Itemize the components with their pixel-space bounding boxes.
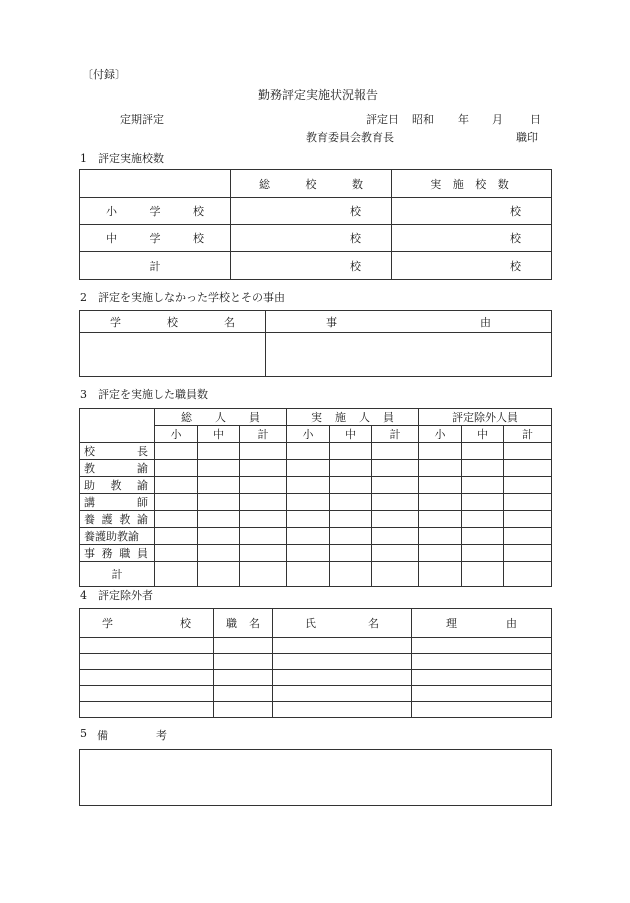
header-regular-evaluation: 定期評定 [120, 113, 164, 126]
s3-sub-elem-3: 小 [419, 426, 462, 443]
s1-row1-label-3: 校 [193, 205, 204, 218]
s1-corner [80, 170, 231, 198]
s1-col-total-3: 数 [352, 177, 363, 191]
s1-row2-label-3: 校 [193, 232, 204, 245]
section1-table [79, 169, 552, 280]
section3-heading: 3 評定を実施した職員数 [80, 388, 208, 401]
appendix-label: 〔付録〕 [82, 68, 126, 81]
s4-col-name-1: 氏 [305, 617, 316, 630]
s1-col-total-1: 総 [259, 177, 270, 191]
section3-table [79, 408, 552, 587]
s3-row7-l4: 員 [136, 547, 148, 560]
s3-row3-l3: 諭 [137, 479, 148, 492]
s2-reason-cell[interactable] [266, 333, 552, 377]
s3-row7-l1: 事 [84, 547, 95, 560]
s2-col-school-3: 名 [224, 315, 235, 329]
s2-col-reason-1: 事 [326, 315, 337, 329]
s3-sub-mid-3: 中 [462, 426, 504, 443]
s3-group1-2: 人 [215, 411, 227, 424]
s3-group2-4: 員 [383, 411, 395, 424]
header-date-label: 評定日 [366, 113, 399, 126]
s3-row2-l1: 教 [84, 462, 95, 475]
s3-row2-l2: 諭 [137, 462, 148, 475]
s1-row2-total[interactable]: 校 [231, 225, 392, 252]
s3-row3-l2: 教 [110, 479, 122, 492]
s3-row-total [80, 562, 552, 587]
remarks-box[interactable] [79, 749, 552, 806]
s3-row4-l1: 講 [84, 496, 95, 509]
s4-row [80, 702, 552, 718]
section1-heading: 1 評定実施校数 [80, 152, 164, 165]
s1-row1-label-2: 学 [149, 205, 161, 218]
section4-heading: 4 評定除外者 [80, 589, 153, 602]
section4-table [79, 608, 552, 718]
s3-row5-l3: 教 [119, 513, 131, 526]
s3-sub-elem-1: 小 [155, 426, 198, 443]
s3-row3-l1: 助 [84, 479, 95, 492]
s4-col-reason-1: 理 [446, 617, 457, 630]
s3-row5-l1: 養 [84, 513, 95, 526]
s4-col-school-1: 学 [102, 617, 113, 630]
s3-sub-total-2: 計 [372, 426, 419, 443]
s3-sub-total-1: 計 [240, 426, 287, 443]
s3-row7-l2: 務 [101, 547, 113, 560]
section2-table [79, 310, 552, 377]
s1-row1-impl[interactable]: 校 [392, 198, 552, 225]
s3-group3: 評定除外人員 [419, 409, 552, 426]
s4-col-reason-2: 由 [506, 617, 517, 630]
s4-col-school-2: 校 [180, 617, 191, 630]
s3-row-lecturer [80, 494, 552, 511]
s3-row8-label: 計 [80, 562, 155, 587]
s3-group2-2: 施 [335, 411, 347, 424]
s1-row3-label: 計 [80, 252, 231, 280]
header-seal: 職印 [516, 131, 538, 144]
s1-row3-impl[interactable]: 校 [392, 252, 552, 280]
s4-row [80, 670, 552, 686]
s3-row-clerical [80, 545, 552, 562]
s3-row-principal [80, 443, 552, 460]
s3-group2-1: 実 [311, 411, 323, 424]
s1-row1-total[interactable]: 校 [231, 198, 392, 225]
s2-col-reason-2: 由 [480, 315, 491, 329]
s2-col-school-2: 校 [167, 315, 178, 329]
s2-col-school-1: 学 [110, 315, 121, 329]
s3-row7-l3: 職 [119, 547, 131, 560]
s1-col-total-2: 校 [305, 177, 317, 191]
s4-row [80, 654, 552, 670]
s3-row4-l2: 師 [137, 496, 148, 509]
s1-row2-label-2: 学 [149, 232, 161, 245]
s4-row [80, 686, 552, 702]
s3-group1-3: 員 [249, 411, 261, 424]
s3-sub-elem-2: 小 [287, 426, 330, 443]
header-organization: 教育委員会教育長 [306, 131, 394, 144]
s1-col-impl: 実 施 校 数 [392, 170, 552, 198]
s1-row1-label-1: 小 [106, 205, 117, 218]
section2-heading: 2 評定を実施しなかった学校とその事由 [80, 291, 285, 304]
header-year: 年 [458, 113, 469, 126]
s2-school-cell[interactable] [80, 333, 266, 377]
s3-row-assistant-nurse-teacher [80, 528, 552, 545]
s3-sub-mid-2: 中 [330, 426, 372, 443]
header-day: 日 [530, 113, 541, 126]
s4-col-name-2: 名 [368, 617, 379, 630]
s3-row1-l2: 長 [137, 445, 148, 458]
s1-row3-total[interactable]: 校 [231, 252, 392, 280]
s3-row5-l4: 諭 [136, 513, 148, 526]
section5-heading-num: 5 [80, 727, 87, 740]
s3-row-nurse-teacher [80, 511, 552, 528]
s3-group1-1: 総 [181, 411, 192, 424]
s3-sub-total-3: 計 [504, 426, 552, 443]
section5-heading-1: 備 [97, 729, 108, 742]
header-month: 月 [492, 113, 503, 126]
s1-row2-impl[interactable]: 校 [392, 225, 552, 252]
s3-row5-l2: 護 [101, 513, 113, 526]
s4-col-title-1: 職 [226, 617, 237, 630]
s3-row-assistant-teacher [80, 477, 552, 494]
s1-row2-label-1: 中 [106, 232, 117, 245]
document-title: 勤務評定実施状況報告 [258, 88, 379, 102]
s3-sub-mid-1: 中 [198, 426, 240, 443]
s3-corner [80, 409, 155, 443]
section5-heading-2: 考 [156, 729, 167, 742]
header-era: 昭和 [412, 113, 434, 126]
s3-row6-label: 養護助教諭 [80, 528, 155, 545]
s4-row [80, 638, 552, 654]
s3-row1-l1: 校 [84, 445, 95, 458]
s3-row-teacher [80, 460, 552, 477]
s4-col-title-2: 名 [249, 617, 260, 630]
s3-group2-3: 人 [359, 411, 371, 424]
